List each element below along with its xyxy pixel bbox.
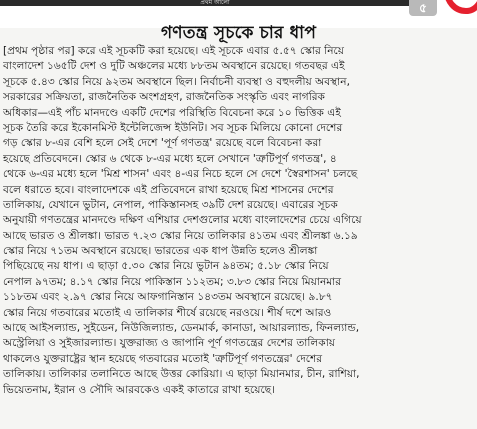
article-line: আছে আইসল্যান্ড, সুইডেন, নিউজিল্যান্ড, ডেনমার্ক, কানাডা, আয়ারল্যান্ড, ফিনল্যান্ড, xyxy=(3,322,360,335)
article-line: গড় স্কোর ৮-এর বেশি হলে সেই দেশে 'পূর্ণ গণতন্ত্র' রয়েছে বলে বিবেচনা করা xyxy=(3,137,322,150)
top-bar xyxy=(0,0,430,6)
article-line: হয়েছে প্রতিবেদনে। স্কোর ৬ থেকে ৮-এর মধ্যে হলে সেখানে 'ত্রুটিপূর্ণ গণতন্ত্র', ৪ xyxy=(3,152,337,165)
article-line: ভিয়েতনাম, ইরান ও সৌদি আরবকেও একই কাতারে রাখা হয়েছে। xyxy=(3,383,275,396)
article-line: তালিকায়। তালিকার তলানিতে আছে উত্তর কোরিয়া। এ ছাড়া মিয়ানমার, চীন, রাশিয়া, xyxy=(3,368,360,381)
article-line: অস্ট্রেলিয়া ও সুইজারল্যান্ড। যুক্তরাজ্য ও জাপানি পূর্ণ গণতন্ত্রের দেশের তালিকায় xyxy=(3,337,336,350)
article-line: স্কোর নিয়ে গতবারের মতোই এ তালিকার শীর্ষে রয়েছে নরওয়ে। শীর্ষ দশে আরও xyxy=(3,306,332,319)
brand-logo-icon xyxy=(440,0,477,20)
top-bar-text: প্রথম আলো xyxy=(200,0,230,6)
article-line: সূচকে ৫.৪৩ স্কোর নিয়ে ৯২তম অবস্থানে ছিল। নির্বাচনী ব্যবস্থা ও বহুদলীয় অবস্থান, xyxy=(3,75,350,88)
article-line: অনুযায়ী গণতন্ত্রের মানদণ্ডে দক্ষিণ এশিয়ার দেশগুলোর মধ্যে বাংলাদেশের চেয়ে এগিয়ে xyxy=(3,214,362,227)
article-line: পিছিয়েছে নয় ধাপ। এ ছাড়া ৫.৩০ স্কোর নিয়ে ভুটান ৯৪তম; ৫.১৮ স্কোর নিয়ে xyxy=(3,260,329,273)
headline: গণতন্ত্র সূচকে চার ধাপ xyxy=(160,23,317,43)
article-line: অধিকার—এই পাঁচ মানদণ্ডে একটি দেশের পরিস্থিতি বিবেচনা করে ১০ ভিত্তিক এই xyxy=(3,106,341,119)
article-line: স্কোর নিয়ে ৭১তম অবস্থানে রয়েছে। ভারতের এক ধাপ উন্নতি হলেও শ্রীলঙ্কা xyxy=(3,245,318,258)
article-line: ১১৮তম এবং ২.৯৭ স্কোর নিয়ে আফগানিস্তান ১৪৩তম অবস্থানে রয়েছে। ৯.৮৭ xyxy=(3,291,333,304)
article-line: সরকারের সক্রিয়তা, রাজনৈতিক অংশগ্রহণ, রাজনৈতিক সংস্কৃতি এবং নাগরিক xyxy=(3,91,325,104)
article-line: বাংলাদেশ ১৬৫টি দেশ ও দুটি অঞ্চলের মধ্যে ৮৮তম অবস্থানে রয়েছে। গতবছর এই xyxy=(3,60,345,73)
article-body xyxy=(3,44,476,429)
article-line: বলে ধরাতে হবে। বাংলাদেশকে এই প্রতিবেদনে রাখা হয়েছে মিশ্র শাসনের দেশের xyxy=(3,183,334,196)
article-line: নেপাল ৯৭তম; ৪.১৭ স্কোর নিয়ে পাকিস্তান ১১২তম; ৩.৮৩ স্কোর নিয়ে মিয়ানমার xyxy=(3,275,342,288)
article-line: আছে ভারত ও শ্রীলঙ্কা। ভারত ৭.২৩ স্কোর নিয়ে তালিকার ৪১তম এবং শ্রীলঙ্কা ৬.১৯ xyxy=(3,229,358,242)
article-line: সূচক তৈরি করে ইকোনমিস্ট ইন্টেলিজেন্স ইউনিট। সব সূচক মিলিয়ে কোনো দেশের xyxy=(3,121,343,134)
article-line: [প্রথম পৃষ্ঠার পর] করে এই সূচকটি করা হয়েছে। এই সূচকে এবার ৫.৫৭ স্কোর নিয়ে xyxy=(3,45,345,57)
badge: ৫ xyxy=(409,0,437,16)
article-line: থাকলেও যুক্তরাষ্ট্রের স্থান হয়েছে গতবারের মতোই 'ত্রুটিপূর্ণ গণতন্ত্রের' দেশের xyxy=(3,352,323,365)
article-line: তালিকায়, যেখানে ভুটান, নেপাল, পাকিস্তানসহ ৩৯টি দেশ রয়েছে। এবারের সূচক xyxy=(3,198,338,211)
article-line: থেকে ৬-এর মধ্যে হলে 'মিশ্র শাসন' এবং ৪-এর নিচে হলে সে দেশে 'স্বৈরশাসন' চলছে xyxy=(3,168,358,181)
